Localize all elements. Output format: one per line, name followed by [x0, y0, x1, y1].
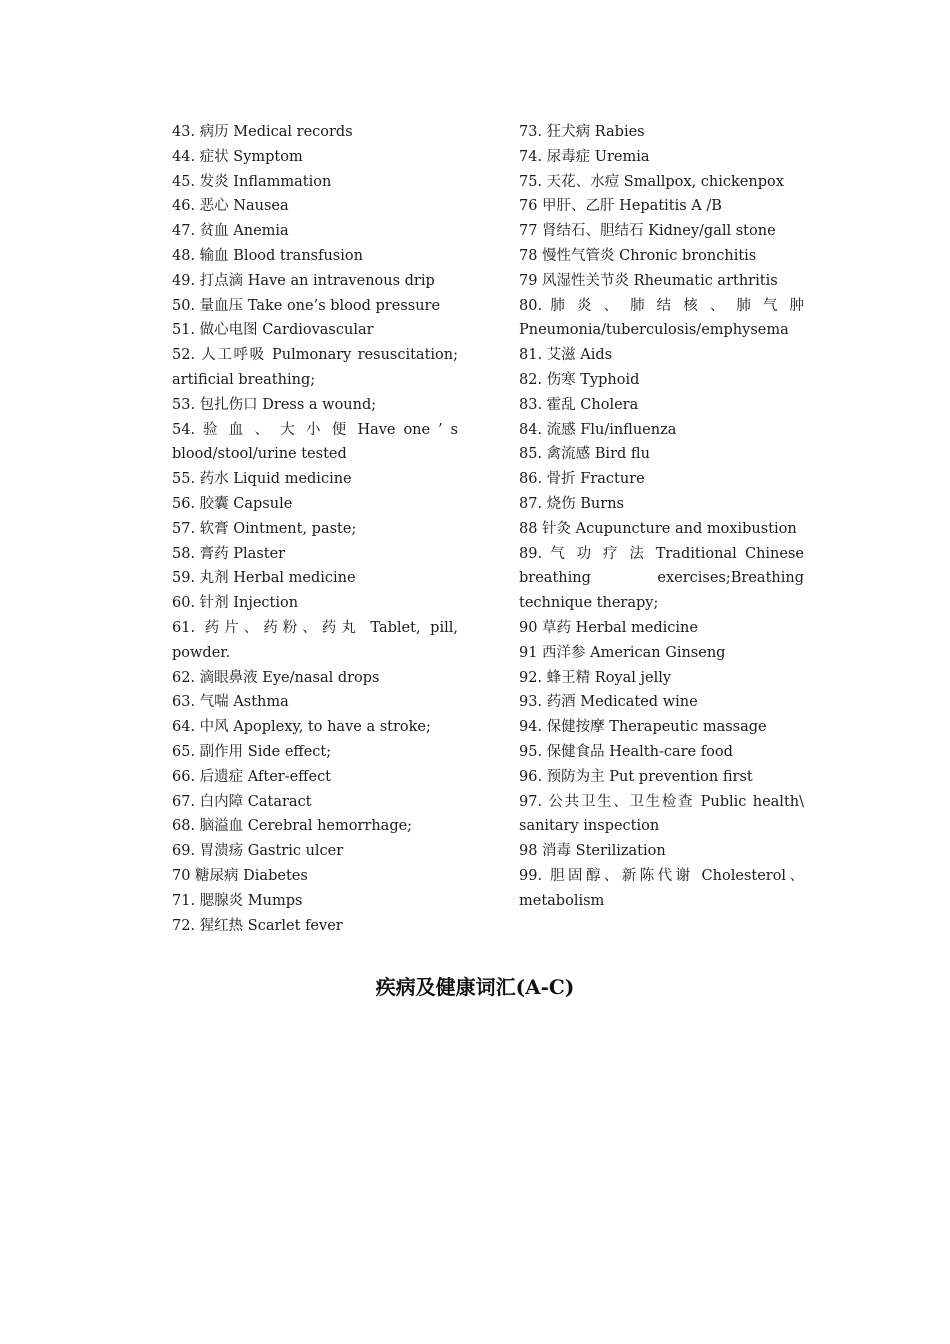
vocab-entry-58: 58. 膏药 Plaster	[172, 545, 286, 562]
vocab-entry-57: 57. 软膏 Ointment, paste;	[172, 520, 357, 537]
vocab-entry-78: 78 慢性气管炎 Chronic bronchitis	[519, 247, 757, 264]
vocab-entry-72: 72. 猩红热 Scarlet fever	[172, 917, 343, 934]
vocab-entry-43: 43. 病历 Medical records	[172, 124, 353, 140]
vocab-entry-86: 86. 骨折 Fracture	[519, 471, 645, 488]
vocab-entry-67: 67. 白内障 Cataract	[172, 793, 312, 810]
vocab-entry-79: 79 风湿性关节炎 Rheumatic arthritis	[519, 272, 778, 289]
vocab-entry-64: 64. 中风 Apoplexy, to have a stroke;	[172, 719, 431, 736]
vocab-entry-44: 44. 症状 Symptom	[172, 148, 303, 165]
vocab-entry-99: 99. 胆固醇、新陈代谢 Cholesterol、 metabolism	[519, 867, 804, 909]
vocab-entry-52: 52. 人工呼吸 Pulmonary resuscitation; artificial breathing;	[172, 347, 458, 388]
vocab-entry-85: 85. 禽流感 Bird flu	[519, 446, 650, 463]
vocab-entry-54: 54. 验 血 、 大 小 便 Have one ’ s blood/stool/urine tested	[172, 421, 458, 463]
vocab-entry-65: 65. 副作用 Side effect;	[172, 743, 332, 760]
vocab-entry-98: 98 消毒 Sterilization	[519, 843, 666, 860]
vocab-entry-75: 75. 天花、水痘 Smallpox, chickenpox	[519, 173, 784, 190]
vocab-entry-53: 53. 包扎伤口 Dress a wound;	[172, 396, 377, 413]
vocab-entry-50: 50. 量血压 Take one’s blood pressure	[172, 297, 441, 314]
vocab-entry-74: 74. 尿毒症 Uremia	[519, 148, 650, 165]
vocab-entry-45: 45. 发炎 Inflammation	[172, 173, 332, 190]
vocab-entry-69: 69. 胃溃疡 Gastric ulcer	[172, 843, 344, 860]
vocab-entry-60: 60. 针剂 Injection	[172, 595, 299, 612]
vocab-entry-82: 82. 伤寒 Typhoid	[519, 371, 640, 388]
vocab-entry-63: 63. 气喘 Asthma	[172, 694, 289, 711]
vocab-entry-56: 56. 胶囊 Capsule	[172, 495, 293, 512]
vocab-entry-83: 83. 霍乱 Cholera	[519, 396, 639, 413]
vocab-entry-68: 68. 脑溢血 Cerebral hemorrhage;	[172, 818, 413, 835]
vocab-entry-66: 66. 后遗症 After-effect	[172, 768, 332, 785]
vocab-entry-93: 93. 药酒 Medicated wine	[519, 694, 698, 711]
vocab-entry-94: 94. 保健按摩 Therapeutic massage	[519, 719, 767, 736]
vocab-entry-89: 89. 气 功 疗 法 Traditional Chinese breathing exercises;Breathing technique therapy;	[519, 545, 804, 612]
vocab-entry-49: 49. 打点滴 Have an intravenous drip	[172, 272, 435, 289]
vocab-entry-73: 73. 狂犬病 Rabies	[519, 124, 645, 140]
vocab-entry-77: 77 肾结石、胆结石 Kidney/gall stone	[519, 223, 776, 240]
vocab-entry-62: 62. 滴眼鼻液 Eye/nasal drops	[172, 669, 380, 686]
vocab-entry-80: 80. 肺 炎 、 肺 结 核 、 肺 气 肿 Pneumonia/tuberculosis/emphysema	[519, 297, 804, 339]
vocab-entry-84: 84. 流感 Flu/influenza	[519, 421, 677, 438]
vocab-entry-55: 55. 药水 Liquid medicine	[172, 471, 352, 488]
vocab-entry-91: 91 西洋参 American Ginseng	[519, 644, 726, 661]
section-title: 疾病及健康词汇(A-C)	[375, 975, 575, 999]
vocab-entry-71: 71. 腮腺炎 Mumps	[172, 892, 303, 909]
vocab-entry-61: 61. 药片、药粉、药丸 Tablet, pill, powder.	[172, 619, 458, 661]
vocab-entry-88: 88 针灸 Acupuncture and moxibustion	[519, 520, 797, 537]
right-column	[519, 120, 804, 914]
vocab-entry-95: 95. 保健食品 Health-care food	[519, 743, 733, 760]
vocab-entry-92: 92. 蜂王精 Royal jelly	[519, 669, 672, 686]
vocab-entry-70: 70 糖尿病 Diabetes	[172, 867, 308, 884]
vocab-entry-96: 96. 预防为主 Put prevention first	[519, 768, 753, 785]
vocab-entry-81: 81. 艾滋 Aids	[519, 347, 613, 364]
vocab-entry-97: 97. 公共卫生、卫生检查 Public health\ sanitary inspection	[519, 793, 804, 835]
left-column	[172, 120, 458, 938]
vocab-entry-51: 51. 做心电图 Cardiovascular	[172, 322, 374, 339]
vocab-entry-90: 90 草药 Herbal medicine	[519, 619, 698, 636]
vocab-entry-47: 47. 贫血 Anemia	[172, 223, 289, 240]
vocab-entry-46: 46. 恶心 Nausea	[172, 198, 289, 215]
vocab-entry-48: 48. 输血 Blood transfusion	[172, 247, 363, 264]
vocab-entry-76: 76 甲肝、乙肝 Hepatitis A /B	[519, 198, 722, 215]
vocab-entry-87: 87. 烧伤 Burns	[519, 495, 624, 512]
vocab-entry-59: 59. 丸剂 Herbal medicine	[172, 570, 356, 587]
